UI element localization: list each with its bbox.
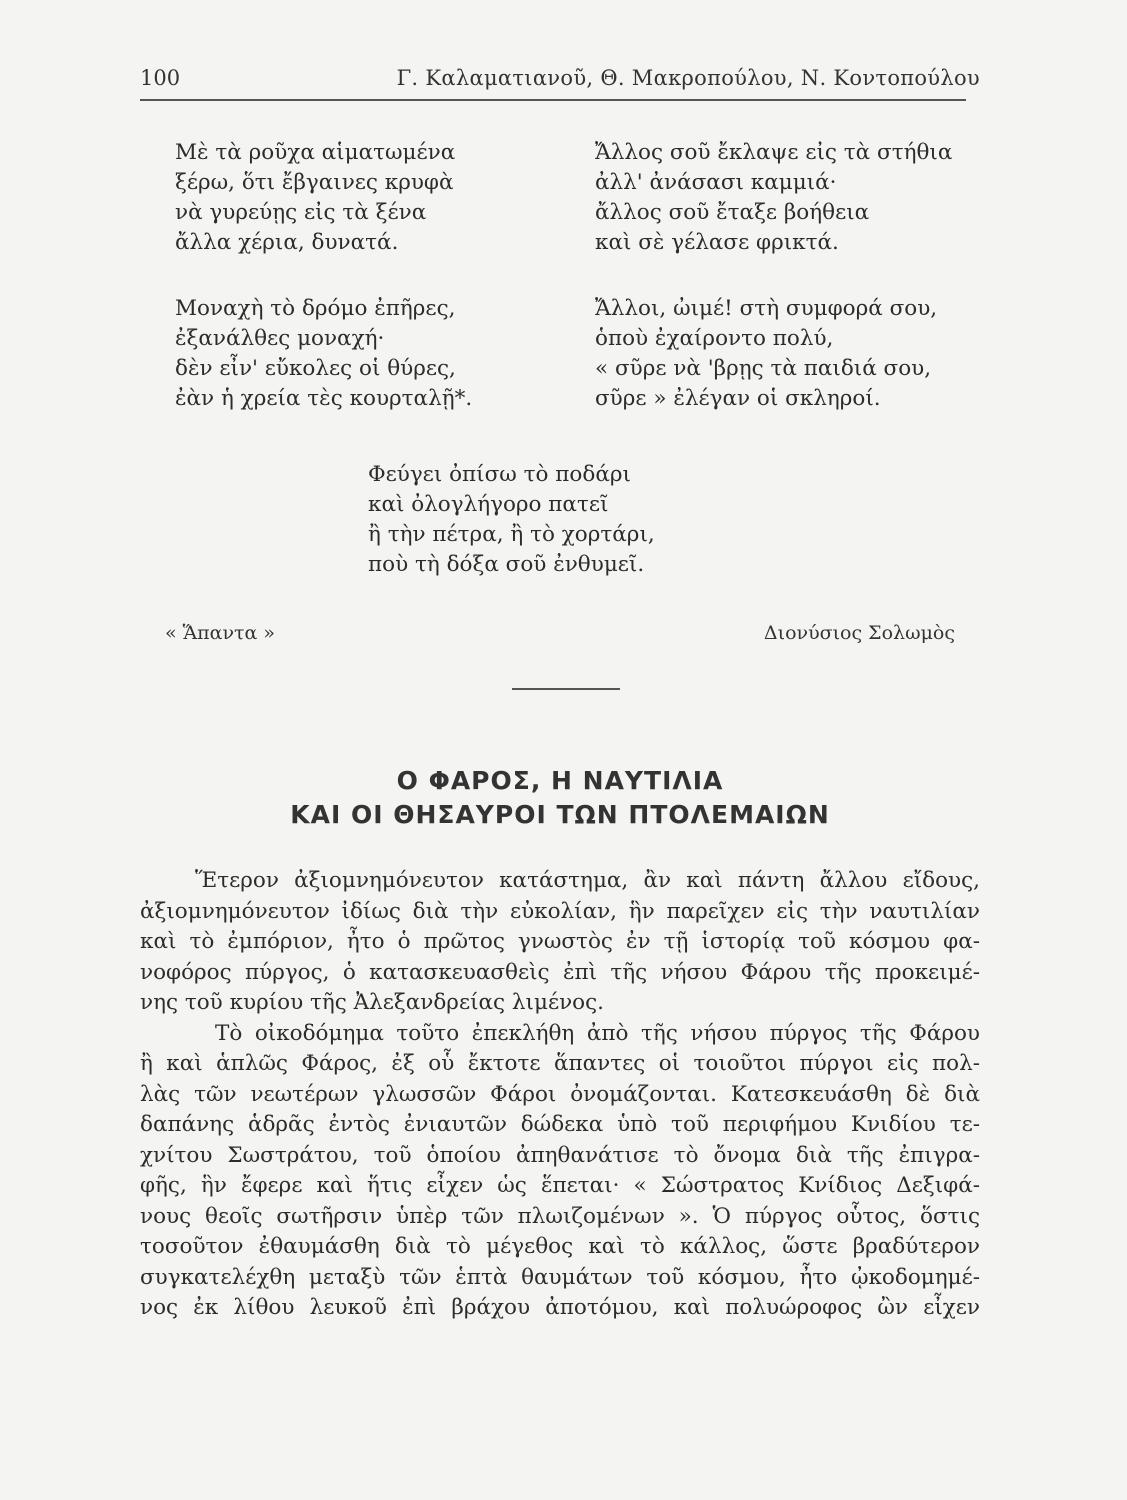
- body-line: νης τοῦ κυρίου τῆς Ἀλεξανδρείας λιμένος.: [140, 990, 604, 1015]
- poem-line: Ἄλλος σοῦ ἔκλαψε εἰς τὰ στήθια: [595, 140, 953, 165]
- poem-line: σῦρε » ἐλέγαν οἱ σκληροί.: [595, 386, 881, 411]
- running-title: Γ. Καλαματιανοῦ, Θ. Μακροπούλου, Ν. Κοντοπούλου: [396, 66, 980, 90]
- header-rule: [140, 99, 966, 101]
- body-line: Τὸ οἰκοδόμημα τοῦτο ἐπεκλήθη ἀπὸ τῆς νήσου πύργος τῆς Φάρου: [215, 1020, 980, 1046]
- body-line: νοφόρος πύργος, ὁ κατασκευασθεὶς ἐπὶ τῆς νήσου Φάρου τῆς προκειμέ-: [140, 959, 980, 985]
- poem-stanza-4: [595, 294, 937, 414]
- body-line: τοσοῦτον ἐθαυμάσθη διὰ τὸ μέγεθος καὶ τὸ κάλλος, ὥστε βραδύτερον: [140, 1234, 980, 1259]
- body-line: ἀξιομνημόνευτον ἰδίως διὰ τὴν εὐκολίαν, ἣν παρεῖχεν εἰς τὴν ναυτιλίαν: [140, 898, 980, 924]
- poem-author: Διονύσιος Σολωμὸς: [763, 622, 955, 644]
- poem-line: δὲν εἶν' εὔκολες οἱ θύρες,: [175, 356, 456, 381]
- body-line: δαπάνης ἁδρᾶς ἐντὸς ἐνιαυτῶν δώδεκα ὑπὸ τοῦ περιφήμου Κνιδίου τε-: [140, 1112, 980, 1137]
- poem-line: « σῦρε νὰ 'βρῃς τὰ παιδιά σου,: [595, 356, 932, 381]
- poem-source: « Ἅπαντα »: [165, 622, 276, 644]
- poem-stanza-2: [595, 138, 952, 258]
- body-line: Ἕτερον ἀξιομνημόνευτον κατάστημα, ἂν καὶ πάντη ἄλλου εἴδους,: [195, 868, 980, 893]
- body-line: ἢ καὶ ἁπλῶς Φάρος, ἐξ οὗ ἔκτοτε ἅπαντες οἱ τοιοῦτοι πύργοι εἰς πολ-: [140, 1051, 980, 1076]
- section-divider: [512, 688, 620, 690]
- poem-line: ὁποὺ ἐχαίροντο πολύ,: [595, 326, 834, 351]
- poem-line: καὶ ὀλογλήγορο πατεῖ: [368, 492, 609, 517]
- body-line: νος ἐκ λίθου λευκοῦ ἐπὶ βράχου ἀποτόμου, καὶ πολυώροφος ὢν εἶχεν: [140, 1295, 980, 1320]
- poem-line: Μὲ τὰ ροῦχα αἱματωμένα: [175, 140, 456, 165]
- poem-line: Μοναχὴ τὸ δρόμο ἐπῆρες,: [175, 296, 456, 321]
- poem-line: νὰ γυρεύῃς εἰς τὰ ξένα: [175, 200, 427, 225]
- poem-stanza-1: [175, 138, 455, 258]
- page-number: 100: [140, 66, 181, 90]
- body-line: χνίτου Σωστράτου, τοῦ ὁποίου ἀπηθανάτισε τὸ ὄνομα διὰ τῆς ἐπιγρα-: [140, 1142, 980, 1168]
- body-line: καὶ τὸ ἐμπόριον, ἦτο ὁ πρῶτος γνωστὸς ἐν τῇ ἱστορίᾳ τοῦ κόσμου φα-: [140, 929, 980, 954]
- body-line: φῆς, ἣν ἔφερε καὶ ἥτις εἶχεν ὡς ἕπεται· « Σώστρατος Κνίδιος Δεξιφά-: [140, 1173, 980, 1198]
- body-line: νους θεοῖς σωτῆρσιν ὑπὲρ τῶν πλωιζομένων ». Ὁ πύργος οὗτος, ὅστις: [140, 1203, 980, 1229]
- poem-line: Φεύγει ὀπίσω τὸ ποδάρι: [368, 462, 631, 487]
- poem-line: ἐὰν ἡ χρεία τὲς κουρταλῇ*.: [175, 386, 473, 411]
- poem-stanza-3: [175, 294, 472, 414]
- poem-line: ἐξανάλθες μοναχή·: [175, 326, 385, 351]
- poem-line: ἀλλ' ἀνάσασι καμμιά·: [595, 170, 837, 195]
- page-header: [140, 66, 980, 96]
- article-body: [140, 866, 980, 1324]
- poem-line: ξέρω, ὅτι ἔβγαινες κρυφὰ: [175, 170, 454, 195]
- poem-line: ἢ τὴν πέτρα, ἢ τὸ χορτάρι,: [368, 522, 655, 547]
- body-line: συγκατελέχθη μεταξὺ τῶν ἑπτὰ θαυμάτων τοῦ κόσμου, ἦτο ᾠκοδομημέ-: [140, 1264, 980, 1290]
- body-line: λὰς τῶν νεωτέρων γλωσσῶν Φάροι ὀνομάζονται. Κατεσκευάσθη δὲ διὰ: [140, 1081, 980, 1107]
- poem-line: ποὺ τὴ δόξα σοῦ ἐνθυμεῖ.: [368, 552, 645, 577]
- poem-stanza-5: [368, 460, 655, 580]
- poem-line: καὶ σὲ γέλασε φρικτά.: [595, 230, 839, 255]
- poem-line: ἄλλα χέρια, δυνατά.: [175, 230, 399, 255]
- article-title-line-1: Ο ΦΑΡΟΣ, Η ΝΑΥΤΙΛΙΑ: [396, 766, 724, 795]
- poem-line: Ἄλλοι, ὠιμέ! στὴ συμφορά σου,: [595, 296, 938, 321]
- poem-line: ἄλλος σοῦ ἔταξε βοήθεια: [595, 200, 870, 225]
- article-title-line-2: ΚΑΙ ΟΙ ΘΗΣΑΥΡΟΙ ΤΩΝ ΠΤΟΛΕΜΑΙΩΝ: [290, 800, 830, 829]
